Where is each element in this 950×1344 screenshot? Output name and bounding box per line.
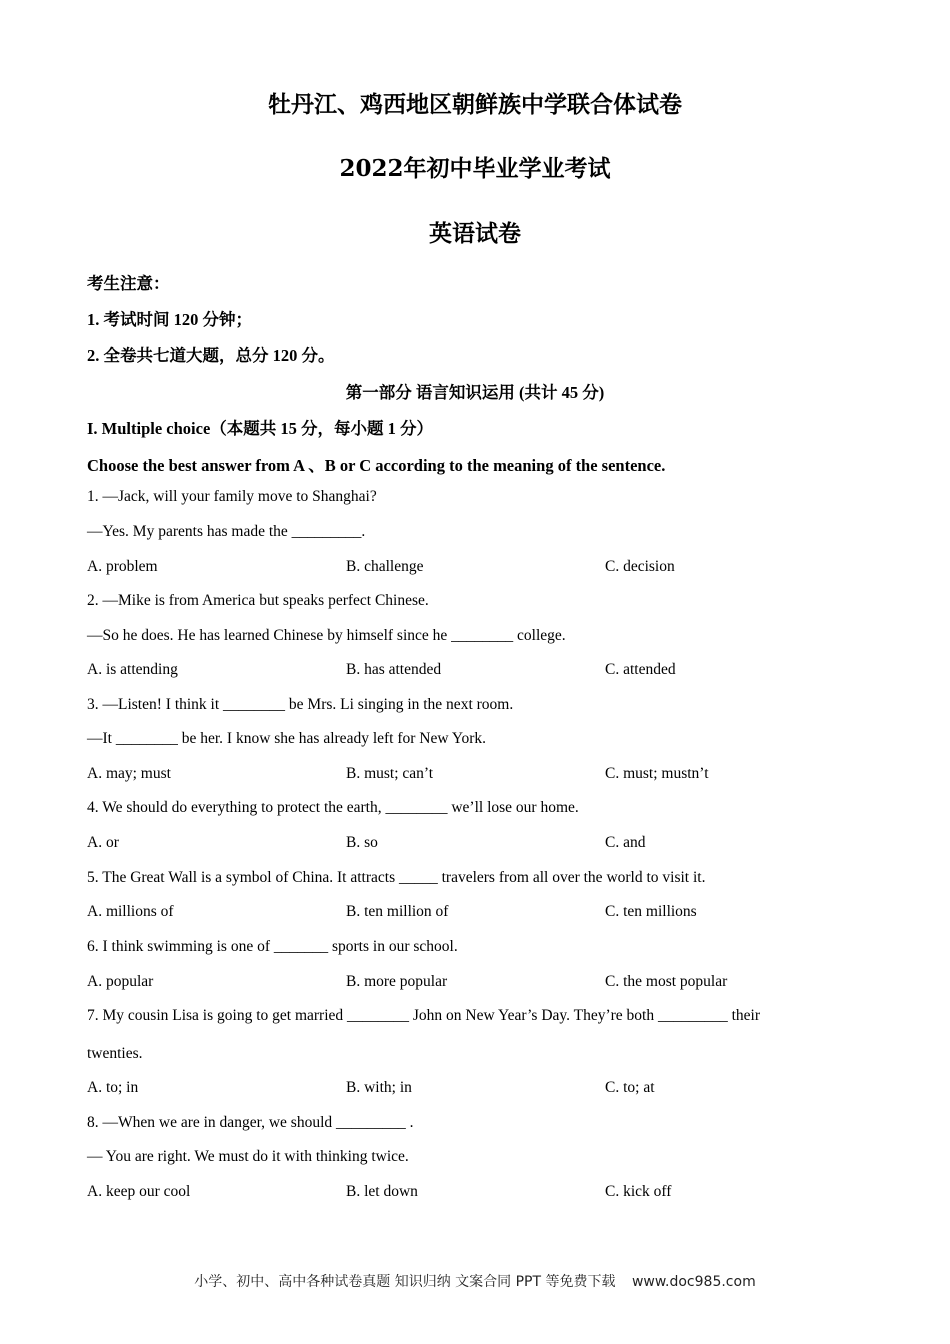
question-4-options bbox=[87, 834, 867, 854]
option-c: C. attended bbox=[605, 661, 676, 678]
footer-text: 小学、初中、高中各种试卷真题 知识归纳 文案合同 PPT 等免费下载 bbox=[194, 1274, 616, 1290]
option-a: A. may; must bbox=[87, 765, 171, 782]
option-b: B. must; can’t bbox=[346, 765, 434, 782]
question-7-line-1: 7. My cousin Lisa is going to get married ________ John on New Year’s Day. They’re both _________ their bbox=[87, 1007, 761, 1024]
question-4-line-1: 4. We should do everything to protect the earth, ________ we’ll lose our home. bbox=[87, 799, 579, 816]
question-3-line-1: 3. —Listen! I think it ________ be Mrs. Li singing in the next room. bbox=[87, 696, 514, 713]
question-7-line-2: twenties. bbox=[87, 1045, 143, 1062]
question-3-line-2: —It ________ be her. I know she has already left for New York. bbox=[87, 730, 487, 747]
section-instruction: Choose the best answer from A 、B or C according to the meaning of the sentence. bbox=[87, 456, 666, 475]
page-footer bbox=[0, 1271, 950, 1291]
subject-title: 英语试卷 bbox=[429, 220, 521, 247]
question-1-options bbox=[87, 558, 867, 578]
question-6-line-1: 6. I think swimming is one of _______ sports in our school. bbox=[87, 938, 458, 955]
option-a: A. to; in bbox=[87, 1079, 139, 1096]
option-b: B. ten million of bbox=[346, 903, 449, 920]
option-a: A. or bbox=[87, 834, 119, 851]
option-c: C. the most popular bbox=[605, 973, 728, 990]
option-c: C. decision bbox=[605, 558, 675, 575]
notice-label: 考生注意： bbox=[87, 274, 170, 293]
part-heading: 第一部分 语言知识运用 (共计 45 分) bbox=[345, 383, 605, 402]
question-8-line-2: — You are right. We must do it with thinking twice. bbox=[87, 1148, 409, 1165]
question-1-line-1: 1. —Jack, will your family move to Shanghai? bbox=[87, 488, 377, 505]
option-b: B. challenge bbox=[346, 558, 424, 575]
exam-title: 牡丹江、鸡西地区朝鲜族中学联合体试卷 bbox=[268, 91, 682, 118]
question-6-options bbox=[87, 973, 867, 993]
question-5-options bbox=[87, 903, 867, 923]
footer-url[interactable]: www.doc985.com bbox=[631, 1274, 756, 1290]
option-b: B. so bbox=[346, 834, 378, 851]
option-b: B. more popular bbox=[346, 973, 448, 990]
section-heading: I. Multiple choice（本题共 15 分，每小题 1 分） bbox=[87, 419, 434, 438]
option-c: C. and bbox=[605, 834, 646, 851]
notice-item-score: 2. 全卷共七道大题，总分 120 分。 bbox=[87, 346, 335, 365]
option-a: A. problem bbox=[87, 558, 158, 575]
question-5-line-1: 5. The Great Wall is a symbol of China. It attracts _____ travelers from all over the world to visit it. bbox=[87, 869, 706, 886]
option-b: B. has attended bbox=[346, 661, 442, 678]
question-8-options bbox=[87, 1183, 867, 1203]
question-7-options bbox=[87, 1079, 867, 1099]
option-c: C. kick off bbox=[605, 1183, 672, 1200]
question-2-line-1: 2. —Mike is from America but speaks perfect Chinese. bbox=[87, 592, 429, 609]
option-a: A. keep our cool bbox=[87, 1183, 191, 1200]
option-c: C. ten millions bbox=[605, 903, 697, 920]
question-2-options bbox=[87, 661, 867, 681]
question-3-options bbox=[87, 765, 867, 785]
option-b: B. let down bbox=[346, 1183, 418, 1200]
question-8-line-1: 8. —When we are in danger, we should _________ . bbox=[87, 1114, 414, 1131]
exam-subtitle: 2022年初中毕业学业考试 bbox=[339, 155, 611, 182]
option-b: B. with; in bbox=[346, 1079, 412, 1096]
question-1-line-2: —Yes. My parents has made the _________. bbox=[87, 523, 366, 540]
option-c: C. must; mustn’t bbox=[605, 765, 709, 782]
option-a: A. popular bbox=[87, 973, 154, 990]
option-a: A. is attending bbox=[87, 661, 178, 678]
option-c: C. to; at bbox=[605, 1079, 655, 1096]
notice-item-time: 1. 考试时间 120 分钟； bbox=[87, 310, 252, 329]
option-a: A. millions of bbox=[87, 903, 174, 920]
question-2-line-2: —So he does. He has learned Chinese by himself since he ________ college. bbox=[87, 627, 566, 644]
